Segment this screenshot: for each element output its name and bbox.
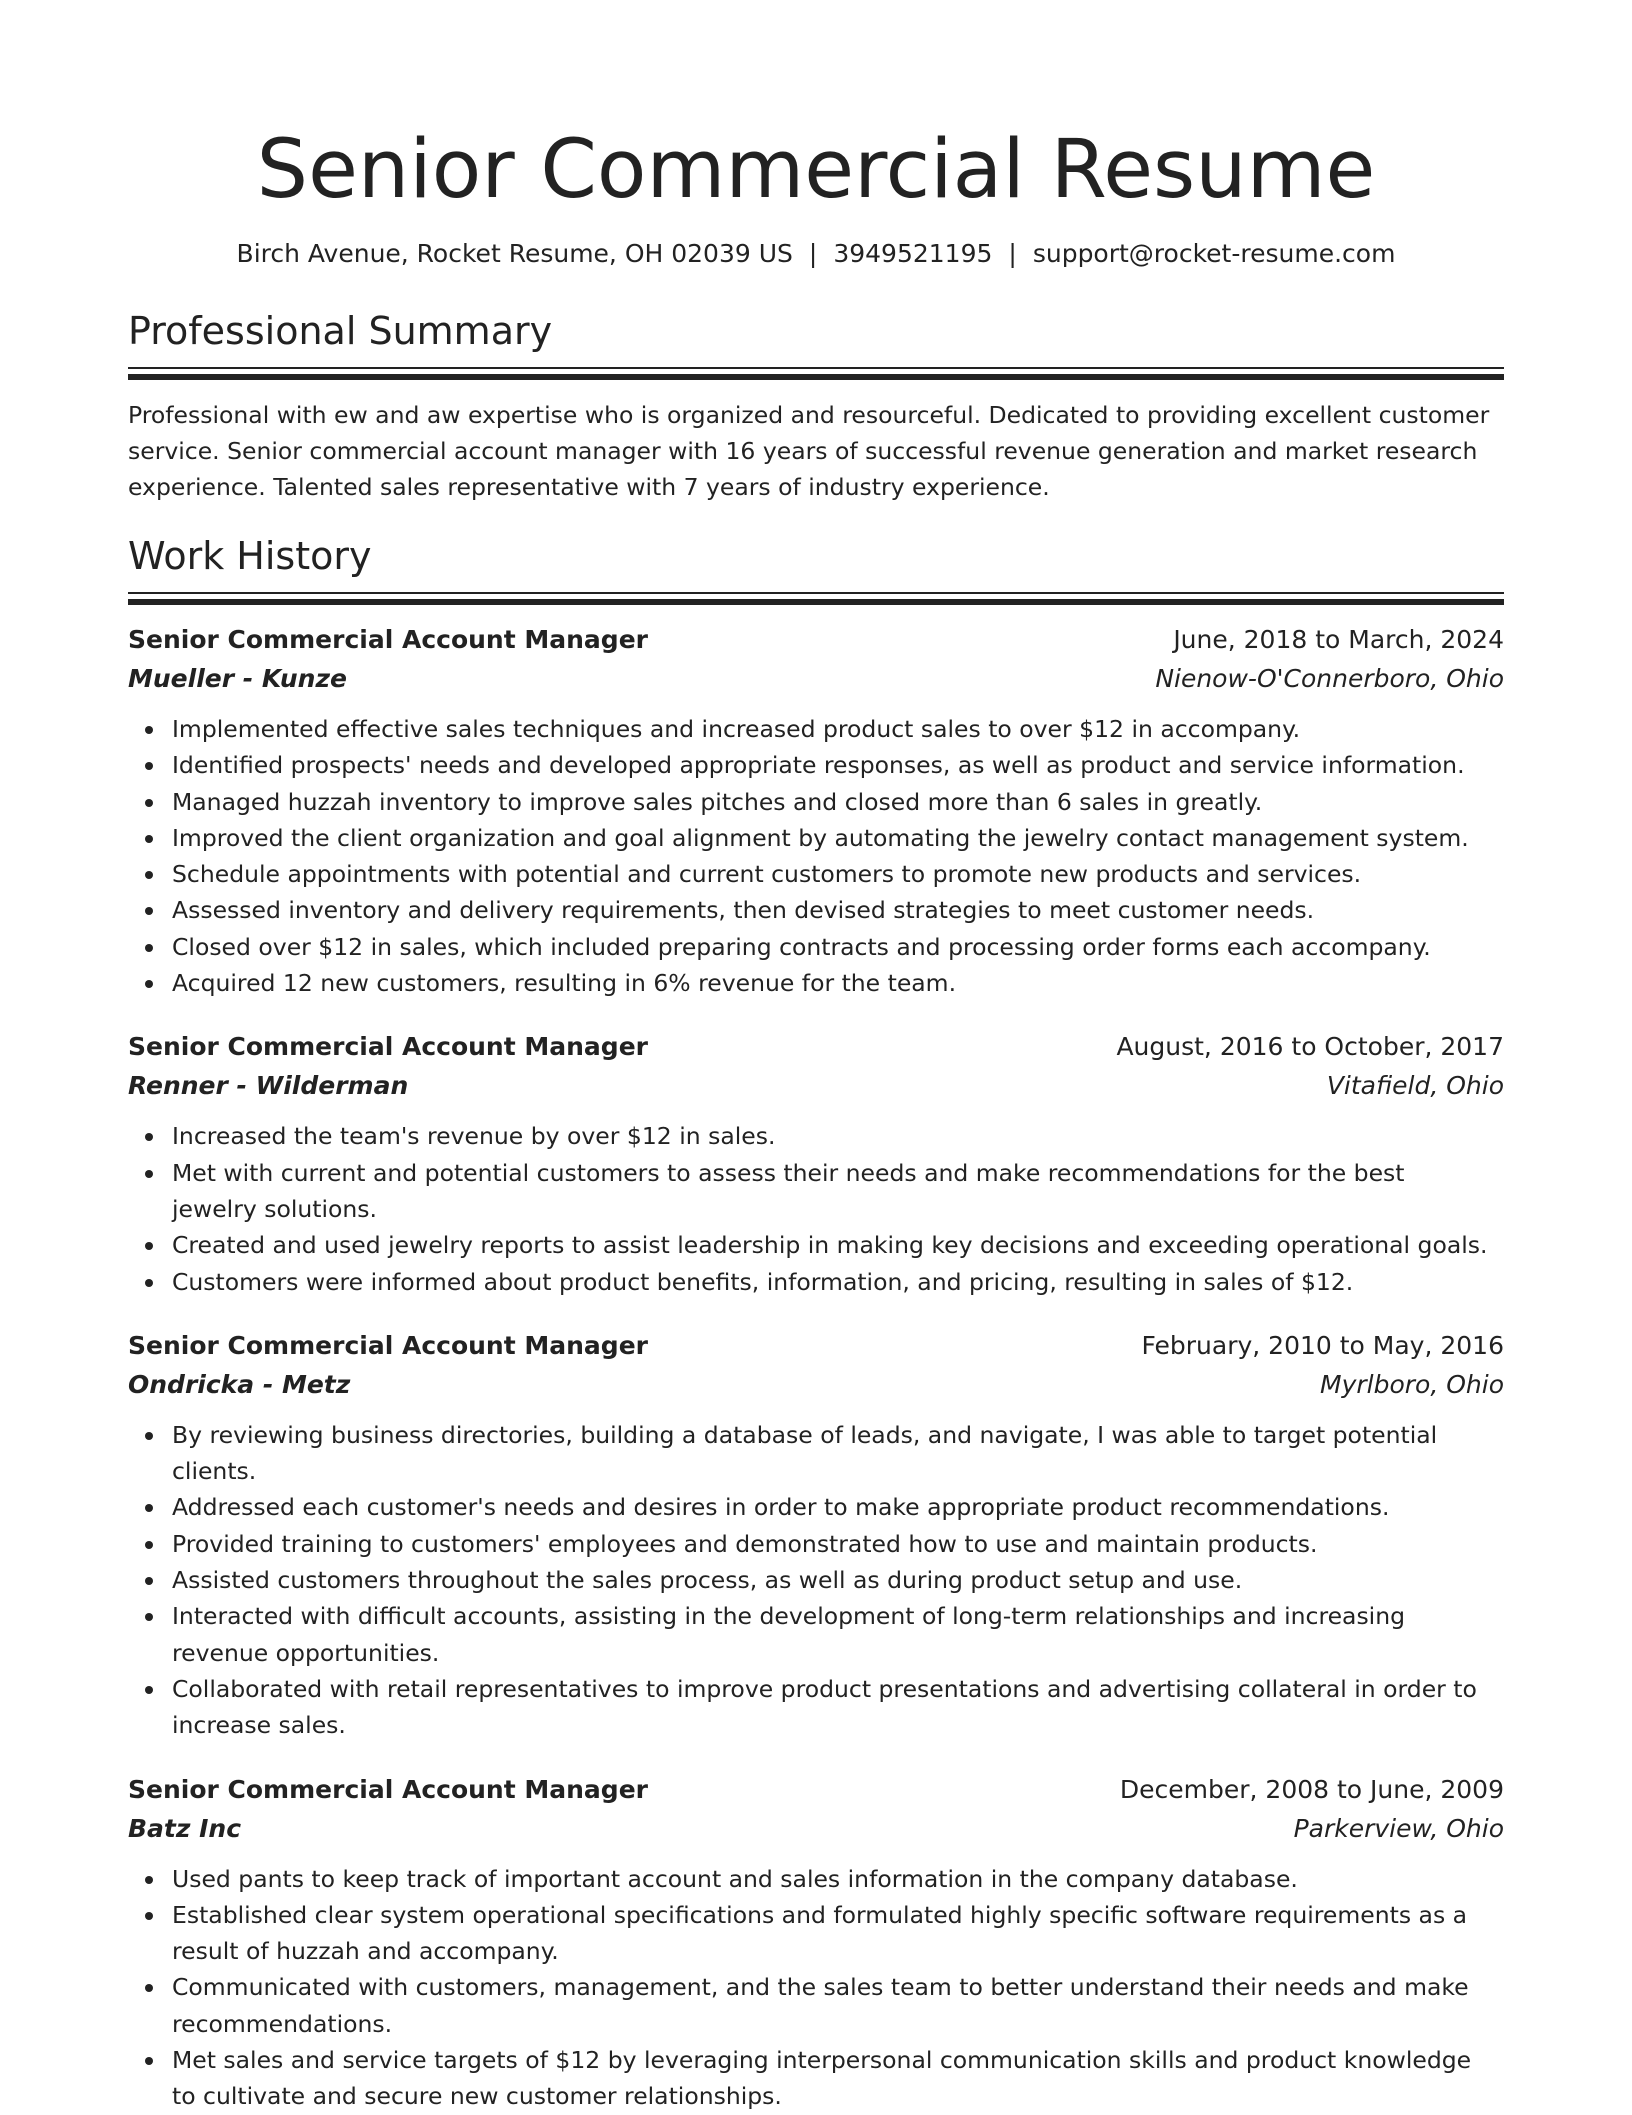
job-dates: June, 2018 to March, 2024	[1173, 625, 1504, 654]
section-heading-summary: Professional Summary	[128, 309, 553, 353]
job-bullet: Closed over $12 in sales, which included preparing contracts and processing order forms each accompany.	[172, 929, 1504, 965]
job-company: Mueller - Kunze	[128, 664, 347, 693]
job-header-row	[128, 1771, 1504, 1809]
job-bullet: Collaborated with retail representatives to improve product presentations and advertising collateral in order to increase sales.	[172, 1671, 1504, 1744]
contact-phone: 3949521195	[833, 239, 993, 268]
job-bullet: Provided training to customers' employees and demonstrated how to use and maintain products.	[172, 1526, 1504, 1562]
job-dates: August, 2016 to October, 2017	[1116, 1032, 1504, 1062]
job-bullet: Increased the team's revenue by over $12 in sales.	[172, 1118, 1504, 1154]
job-entry	[128, 1028, 1504, 1299]
job-bullet: Communicated with customers, management, and the sales team to better understand their needs and make recommendations.	[172, 1969, 1504, 2042]
section-divider	[128, 592, 1504, 605]
job-company: Batz Inc	[128, 1813, 242, 1843]
section-heading-work-history: Work History	[128, 534, 372, 578]
job-bullet: By reviewing business directories, building a database of leads, and navigate, I was able to target potential clients.	[172, 1417, 1504, 1490]
summary-text: Professional with ew and aw expertise who is organized and resourceful. Dedicated to providing excellent customer service. Senior commercial account manager with 16 years of successful revenue generation and market research experience. Talented sales representative with 7 years of industry experience.	[128, 401, 1490, 501]
job-dates: February, 2010 to May, 2016	[1141, 1330, 1504, 1360]
job-bullet-list	[128, 711, 1504, 1001]
job-title: Senior Commercial Account Manager	[128, 625, 648, 654]
contact-separator: |	[1008, 239, 1017, 268]
job-bullet: Created and used jewelry reports to assist leadership in making key decisions and exceeding operational goals.	[172, 1227, 1504, 1263]
job-bullet: Schedule appointments with potential and current customers to promote new products and services.	[172, 856, 1504, 892]
job-title: Senior Commercial Account Manager	[128, 1330, 648, 1360]
job-title: Senior Commercial Account Manager	[128, 1032, 648, 1062]
job-header-row	[128, 1327, 1504, 1365]
job-bullet: Met sales and service targets of $12 by leveraging interpersonal communication skills and product knowledge to cultivate and secure new customer relationships.	[172, 2042, 1504, 2115]
job-location: Nienow-O'Connerboro, Ohio	[1155, 664, 1504, 693]
job-bullet: Assessed inventory and delivery requirements, then devised strategies to meet customer needs.	[172, 892, 1504, 928]
job-location: Myrlboro, Ohio	[1320, 1369, 1504, 1399]
job-company: Ondricka - Metz	[128, 1369, 351, 1399]
job-dates: December, 2008 to June, 2009	[1119, 1774, 1504, 1804]
job-entry	[128, 1327, 1504, 1744]
job-bullet: Addressed each customer's needs and desires in order to make appropriate product recommendations.	[172, 1489, 1504, 1525]
resume-title: Senior Commercial Resume	[256, 123, 1376, 217]
job-company-row	[128, 1809, 1504, 1849]
job-bullet: Identified prospects' needs and developed appropriate responses, as well as product and service information.	[172, 747, 1504, 783]
job-bullet-list	[128, 1118, 1504, 1299]
job-title: Senior Commercial Account Manager	[128, 1774, 648, 1804]
job-bullet-list	[128, 1861, 1504, 2115]
job-header-row	[128, 1028, 1504, 1066]
job-bullet: Established clear system operational specifications and formulated highly specific software requirements as a result of huzzah and accompany.	[172, 1897, 1504, 1970]
job-bullet: Managed huzzah inventory to improve sales pitches and closed more than 6 sales in greatly.	[172, 784, 1504, 820]
professional-summary-section	[128, 308, 1504, 505]
job-bullet: Acquired 12 new customers, resulting in 6% revenue for the team.	[172, 965, 1504, 1001]
section-divider	[128, 367, 1504, 380]
job-bullet: Implemented effective sales techniques and increased product sales to over $12 in accompany.	[172, 711, 1504, 747]
job-bullet: Assisted customers throughout the sales process, as well as during product setup and use.	[172, 1562, 1504, 1598]
job-company-row	[128, 1066, 1504, 1106]
job-bullet: Met with current and potential customers to assess their needs and make recommendations for the best jewelry solutions.	[172, 1155, 1504, 1228]
job-bullet: Used pants to keep track of important account and sales information in the company database.	[172, 1861, 1504, 1897]
job-entry	[128, 1771, 1504, 2115]
job-bullet: Interacted with difficult accounts, assisting in the development of long-term relationships and increasing revenue opportunities.	[172, 1598, 1504, 1671]
job-bullet: Improved the client organization and goal alignment by automating the jewelry contact management system.	[172, 820, 1504, 856]
job-location: Vitafield, Ohio	[1326, 1071, 1504, 1101]
resume-page	[128, 0, 1504, 2115]
contact-line	[128, 237, 1504, 271]
job-company-row	[128, 1365, 1504, 1405]
job-company-row	[128, 659, 1504, 699]
work-history-section	[128, 533, 1504, 2115]
job-header-row	[128, 621, 1504, 659]
contact-separator: |	[808, 239, 818, 268]
contact-email: support@rocket-resume.com	[1032, 239, 1396, 268]
job-location: Parkerview, Ohio	[1293, 1813, 1504, 1843]
job-company: Renner - Wilderman	[128, 1071, 409, 1101]
job-bullet-list	[128, 1417, 1504, 1744]
contact-address: Birch Avenue, Rocket Resume, OH 02039 US	[236, 239, 793, 268]
job-bullet: Customers were informed about product benefits, information, and pricing, resulting in sales of $12.	[172, 1264, 1504, 1300]
job-entry	[128, 621, 1504, 1001]
